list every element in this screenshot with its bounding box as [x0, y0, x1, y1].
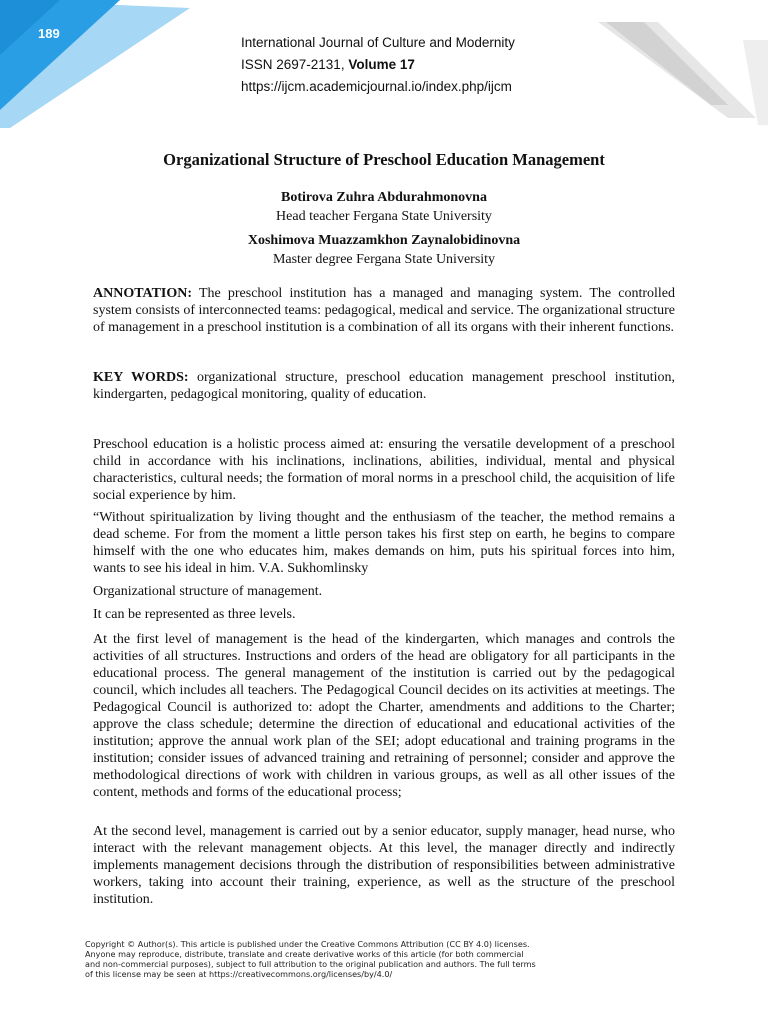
author-affiliation: Head teacher Fergana State University: [276, 209, 492, 224]
quote-paragraph: “Without spiritualization by living thought and the enthusiasm of the teacher, the method remains a dead scheme. For from the moment a little person takes his first step on earth, he begins to compare himself with the one who educates him, makes demands on him, puts his spiritual forces into him, wants to see his ideal in him. V.A. Sukhomlinsky: [93, 510, 675, 576]
body-paragraph: At the second level, management is carried out by a senior educator, supply manager, head nurse, who interact with the relevant management objects. At this level, the manager directly and indirectly implements management decisions through the distribution of responsibilities between administrative workers, taking into account their training, experience, as well as the structure of the preschool institution.: [93, 824, 675, 907]
issn-text: ISSN 2697-2131,: [241, 57, 349, 72]
license-footer: [85, 939, 625, 979]
journal-url[interactable]: https://ijcm.academicjournal.io/index.php/ijcm: [241, 79, 512, 94]
body-paragraph: Preschool education is a holistic process aimed at: ensuring the versatile development of a preschool child in accordance with his inclinations, inclinations, abilities, individual, mental and physical characteristics, cultural needs; the formation of moral norms in a preschool child, the acquisition of life social experience by him.: [93, 437, 675, 503]
annotation-text: The preschool institution has a managed and managing system. The controlled system consists of interconnected teams: pedagogical, medical and service. The organizational structure of management in a preschool institution is a combination of all its organs with their inherent functions.: [93, 286, 675, 335]
author-block-1: [0, 188, 768, 226]
license-line: Copyright © Author(s). This article is published under the Creative Commons Attribution (CC BY 4.0) licenses.: [85, 939, 530, 949]
keywords-text: organizational structure, preschool education management preschool institution, kindergarten, pedagogical monitoring, quality of education.: [93, 370, 676, 402]
body-paragraph: It can be represented as three levels.: [93, 607, 296, 622]
body-paragraph: Organizational structure of management.: [93, 584, 323, 599]
keywords-label: KEY WORDS:: [93, 370, 189, 385]
journal-header: [241, 32, 515, 98]
annotation-paragraph: [93, 285, 675, 336]
license-line: of this license may be seen at https://creativecommons.org/licenses/by/4.0/: [85, 969, 393, 979]
license-line: Anyone may reproduce, distribute, translate and create derivative works of this article (for both commercial: [85, 949, 524, 959]
journal-name: International Journal of Culture and Modernity: [241, 35, 515, 50]
journal-issn: [241, 54, 515, 76]
author-name: Xoshimova Muazzamkhon Zaynalobidinovna: [247, 233, 521, 248]
article-title: Organizational Structure of Preschool Education Management: [163, 150, 605, 169]
annotation-label: ANNOTATION:: [93, 286, 193, 301]
license-line: and non-commercial purposes), subject to full attribution to the original publication and authors. The full terms: [85, 959, 536, 969]
volume-text: Volume 17: [348, 57, 415, 72]
corner-decoration-right: [578, 0, 768, 125]
keywords-paragraph: [93, 369, 675, 403]
author-name: Botirova Zuhra Abdurahmonovna: [281, 190, 487, 205]
page-number: 189: [38, 26, 60, 41]
corner-decoration-left: [0, 0, 200, 130]
author-block-2: [0, 231, 768, 269]
body-paragraph: At the first level of management is the head of the kindergarten, which manages and controls the activities of all structures. Instructions and orders of the head are obligatory for all participants in the educational process. The general management of the institution is carried out by the pedagogical council, which includes all teachers. The Pedagogical Council decides on its activities at meetings. The Pedagogical Council is authorized to: adopt the Charter, amendments and additions to the Charter; approve the class schedule; determine the direction of educational and educational activities of the institution; approve the annual work plan of the SEI; adopt educational and training programs in the institution; consider issues of advanced training and retraining of personnel; consider and approve the methodological directions of work with children in various groups, as well as all other issues of the content, methods and forms of the educational process;: [93, 632, 675, 800]
author-affiliation: Master degree Fergana State University: [272, 252, 496, 267]
